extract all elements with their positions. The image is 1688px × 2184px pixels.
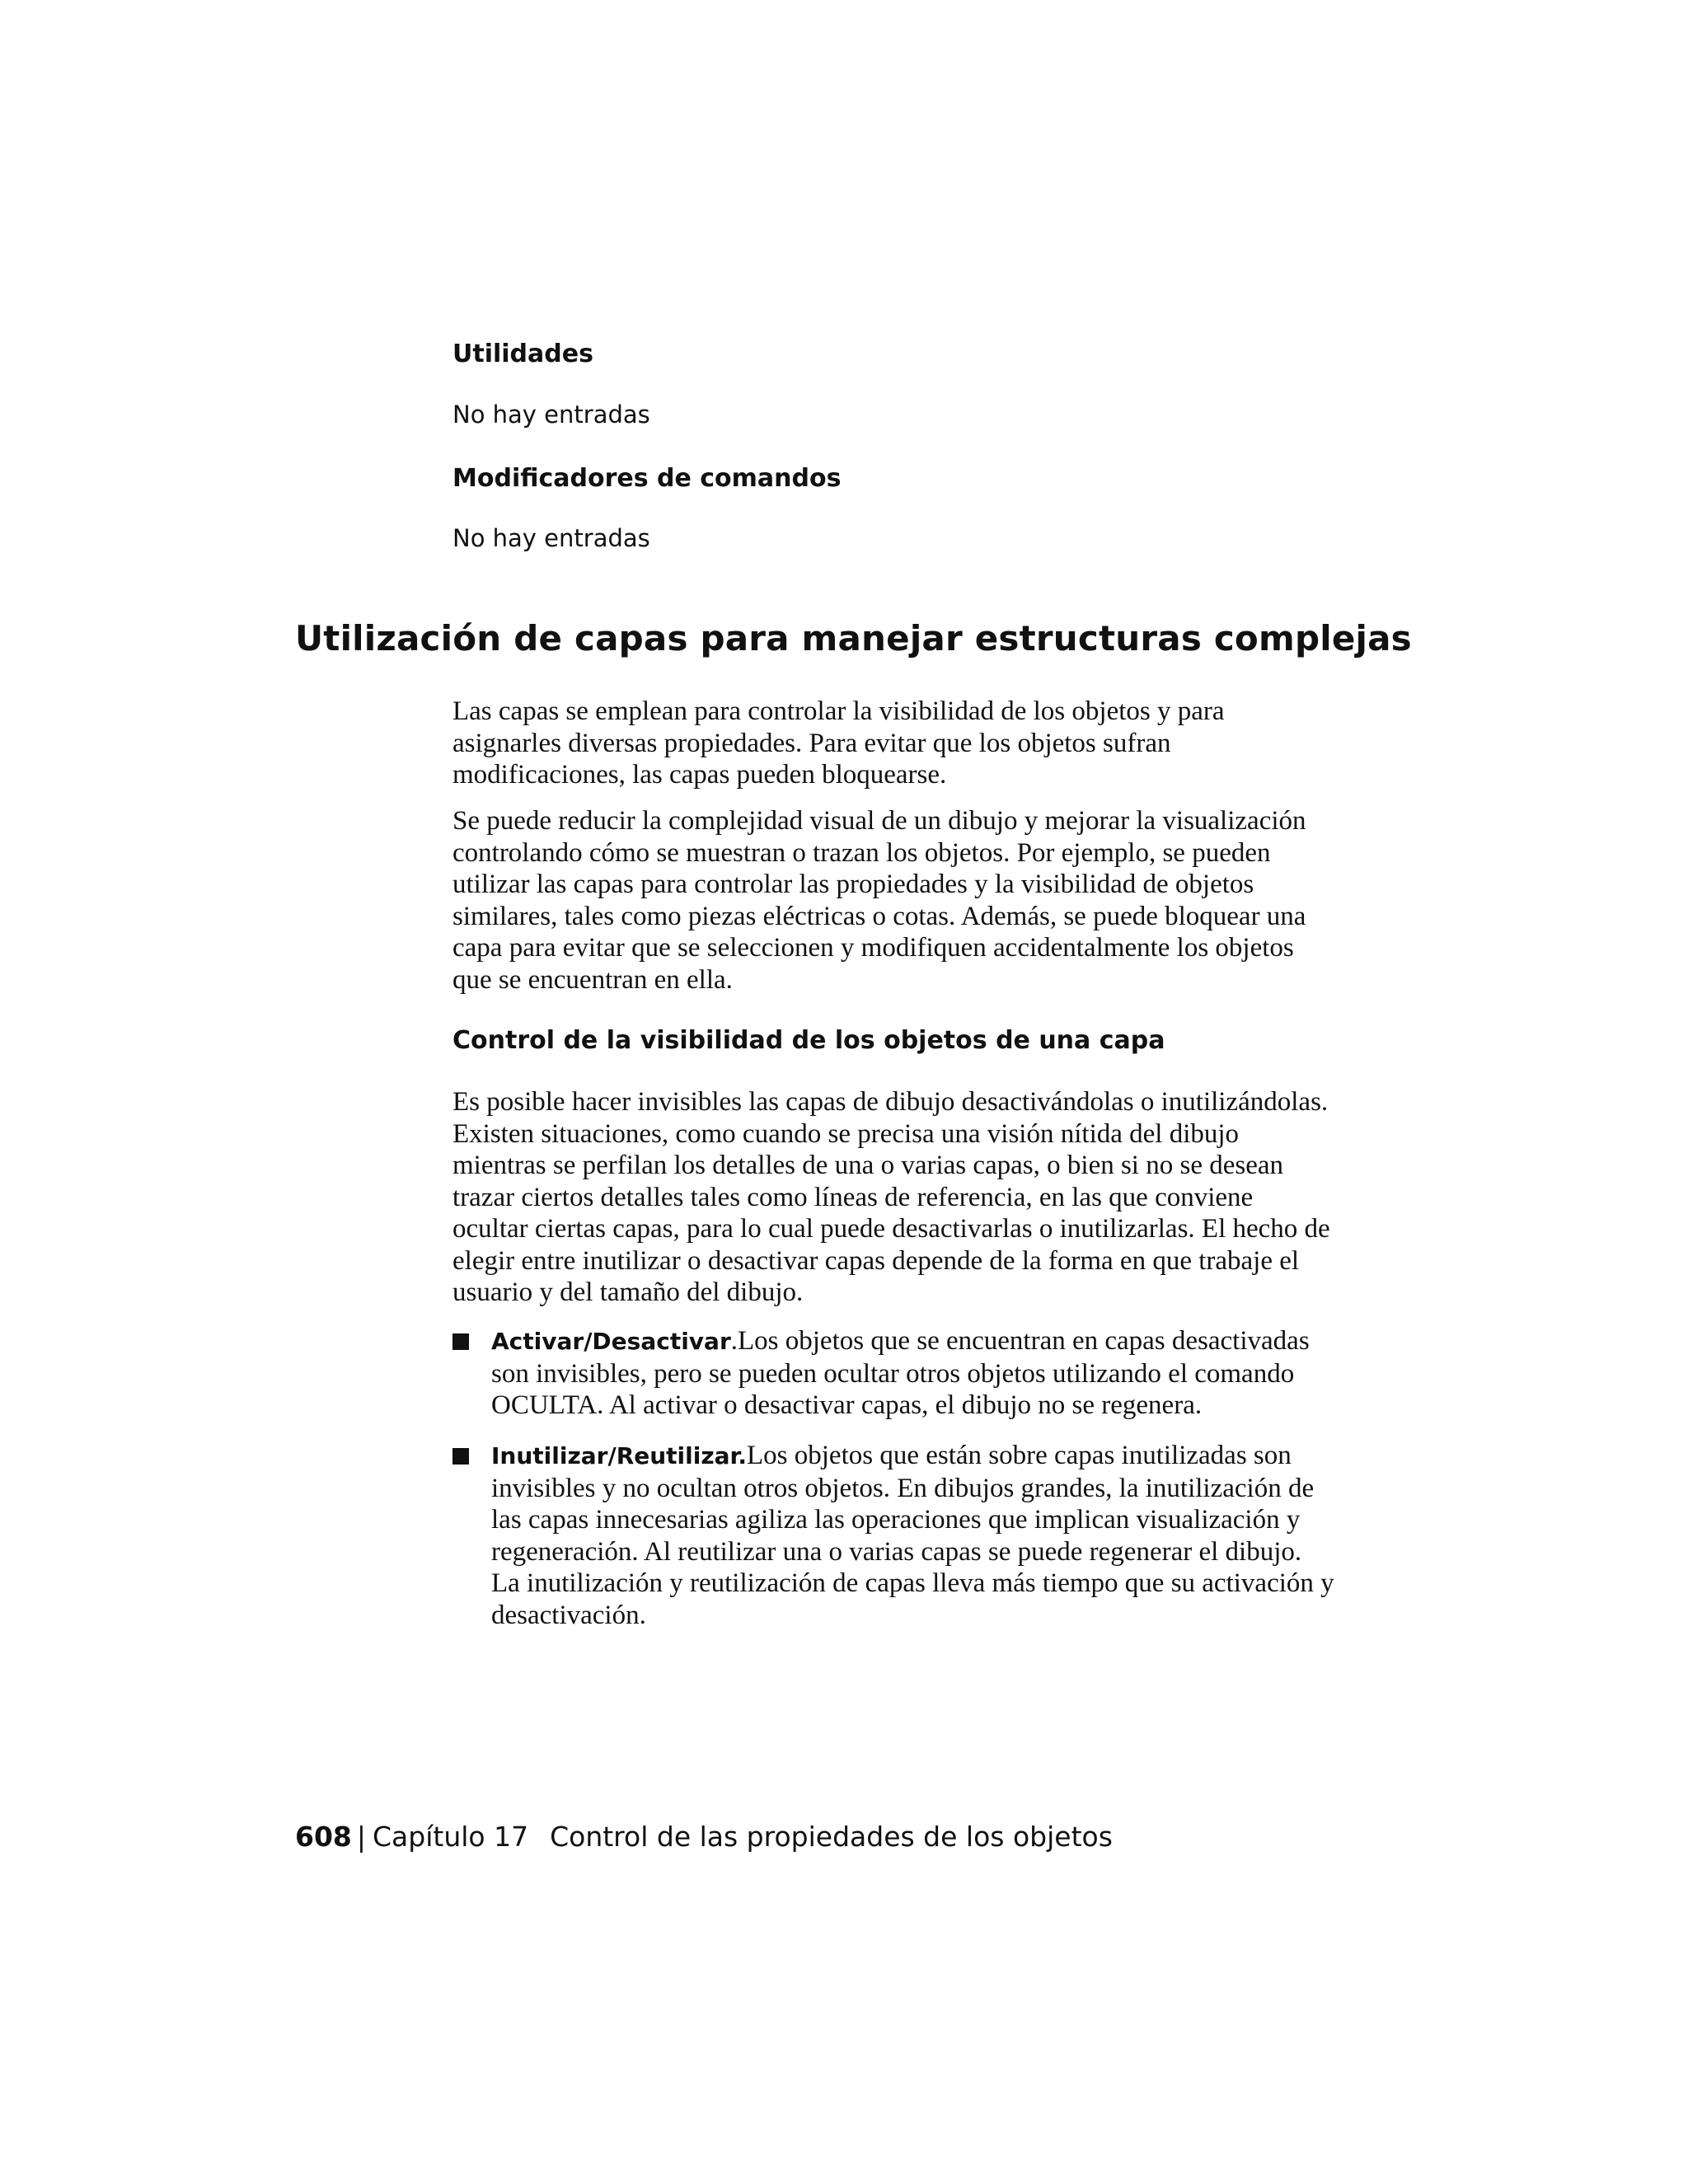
square-bullet-icon (452, 1333, 469, 1350)
bullet-text (491, 1325, 1334, 1422)
page-number: 608 (295, 1821, 352, 1853)
bullet-text (491, 1440, 1334, 1631)
main-title: Utilización de capas para manejar estructuras complejas (295, 618, 1412, 658)
bullet-description: Los objetos que están sobre capas inutilizadas son invisibles y no ocultan otros objetos. En dibujos grandes, la inutilización de las capas innecesarias agiliza las operaciones que implican visualización y regeneración. Al reutilizar una o varias capas se puede regenerar el dibujo. La inutilización y reutilización de capas lleva más tiempo que su activación y desactivación. (491, 1441, 1334, 1630)
section-heading-utilidades: Utilidades (452, 340, 593, 368)
section-text-utilidades: No hay entradas (452, 401, 650, 429)
footer-chapter: Capítulo 17 (373, 1821, 529, 1853)
bullet-term: Activar/Desactivar (491, 1328, 731, 1355)
bullet-item-inutilizar (452, 1440, 1334, 1631)
paragraph-intro: Las capas se emplean para controlar la visibilidad de los objetos y para asignarles diversas propiedades. Para evitar que los objetos sufran modificaciones, las capas pueden bloquearse. (452, 696, 1225, 790)
paragraph-visibility: Es posible hacer invisibles las capas de dibujo desactivándolas o inutilizándolas. Existen situaciones, como cuando se precisa una visión nítida del dibujo mientras se perfilan los detalles de una o varias capas, o bien si no se desean trazar ciertos detalles tales como líneas de referencia, en las que conviene ocultar ciertas capas, para lo cual puede desactivarlas o inutilizarlas. El hecho de elegir entre inutilizar o desactivar capas depende de la forma en que trabaje el usuario y del tamaño del dibujo. (452, 1087, 1330, 1307)
section-text-modificadores: No hay entradas (452, 524, 650, 552)
section-heading-modificadores: Modificadores de comandos (452, 464, 842, 493)
page-footer (295, 1819, 1113, 1855)
footer-chapter-title: Control de las propiedades de los objetos (550, 1821, 1113, 1853)
bullet-item-activar (452, 1325, 1334, 1422)
subsection-heading: Control de la visibilidad de los objetos de una capa (452, 1026, 1165, 1055)
bullet-description: .Los objetos que se encuentran en capas desactivadas son invisibles, pero se pueden ocultar otros objetos utilizando el comando OCULTA. Al activar o desactivar capas, el dibujo no se regenera. (491, 1326, 1310, 1420)
footer-separator: | (356, 1821, 367, 1853)
square-bullet-icon (452, 1448, 469, 1465)
bullet-term: Inutilizar/Reutilizar. (491, 1442, 747, 1469)
paragraph-complexity: Se puede reducir la complejidad visual de un dibujo y mejorar la visualización controlando cómo se muestran o trazan los objetos. Por ejemplo, se pueden utilizar las capas para controlar las propiedades y la visibilidad de objetos similares, tales como piezas eléctricas o cotas. Además, se puede bloquear una capa para evitar que se seleccionen y modifiquen accidentalmente los objetos que se encuentran en ella. (452, 806, 1306, 995)
